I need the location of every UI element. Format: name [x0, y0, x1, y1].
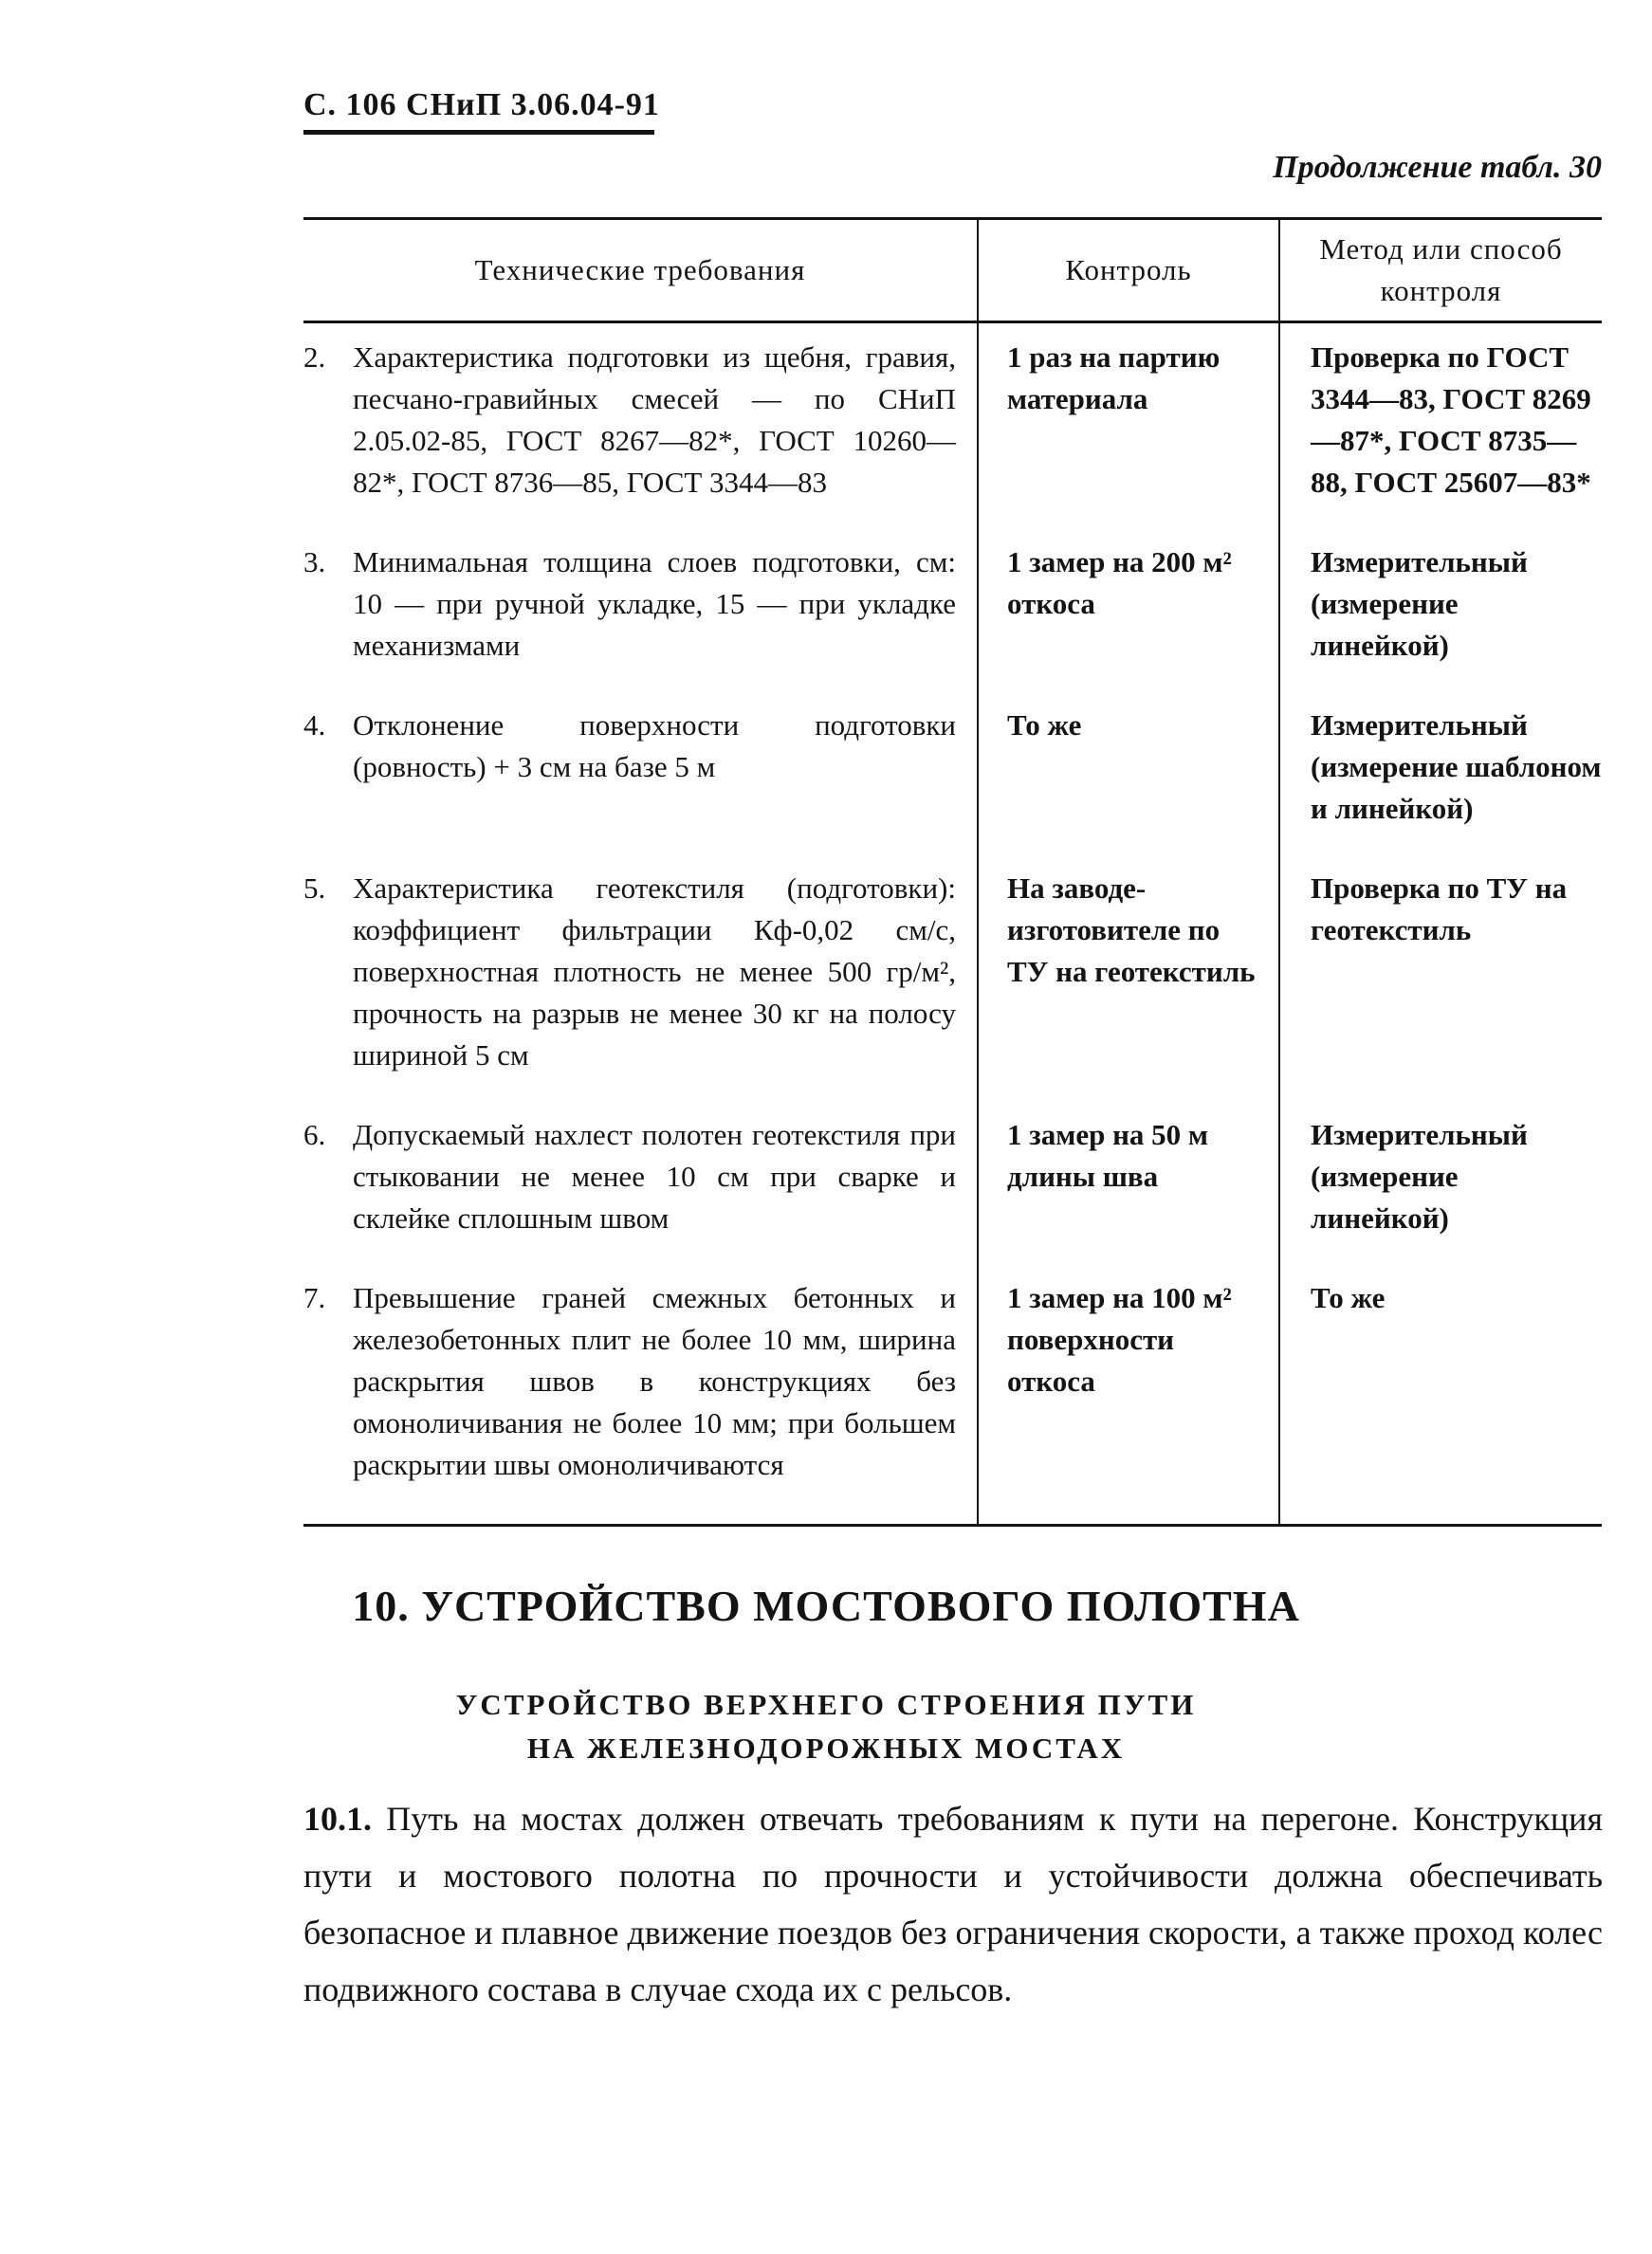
method-cell: То же	[1279, 1264, 1602, 1526]
row-number: 5.	[303, 871, 326, 905]
row-number: 4.	[303, 708, 326, 742]
section-subtitle	[0, 1683, 1652, 1770]
table-continuation-label: Продолжение табл. 30	[1273, 150, 1602, 185]
requirement-text: Отклонение поверхности подготовки (ровность) + 3 см на базе 5 м	[353, 708, 956, 783]
subtitle-line: УСТРОЙСТВО ВЕРХНЕГО СТРОЕНИЯ ПУТИ	[455, 1688, 1197, 1721]
method-cell: Проверка по ТУ на геотекстиль	[1279, 854, 1602, 1101]
row-number: 7.	[303, 1281, 326, 1314]
table-row	[303, 322, 1602, 529]
requirement-cell	[303, 691, 978, 854]
table-row	[303, 1264, 1602, 1526]
requirement-text: Минимальная толщина слоев подготовки, см: 10 — при ручной укладке, 15 — при укладке механизмами	[353, 545, 956, 662]
paragraph-text: Путь на мостах должен отвечать требованиям к пути на перегоне. Конструкция пути и мостового полотна по прочности и устойчивости должна обеспечивать безопасное и плавное движение поездов без ограничения скорости, а также проход колес подвижного состава в случае схода их с рельсов.	[303, 1800, 1604, 2008]
requirement-text: Допускаемый нахлест полотен геотекстиля при стыковании не менее 10 см при сварке и склейке сплошным швом	[353, 1118, 956, 1235]
subtitle-line: НА ЖЕЛЕЗНОДОРОЖНЫХ МОСТАХ	[526, 1732, 1126, 1765]
column-header-requirements: Технические требования	[303, 219, 978, 322]
requirement-cell	[303, 528, 978, 691]
body-paragraph	[303, 1790, 1603, 2018]
control-cell: На заводе-изготовителе по ТУ на геотекстиль	[978, 854, 1279, 1101]
requirements-table	[303, 217, 1602, 1527]
requirement-cell	[303, 1101, 978, 1264]
control-cell: 1 раз на партию материала	[978, 322, 1279, 529]
page-header: С. 106 СНиП 3.06.04-91	[303, 87, 660, 122]
table-row	[303, 1101, 1602, 1264]
table-row	[303, 691, 1602, 854]
table-row	[303, 528, 1602, 691]
requirement-cell	[303, 322, 978, 529]
requirement-cell	[303, 854, 978, 1101]
paragraph-number: 10.1.	[303, 1800, 372, 1838]
column-header-method: Метод или способ контроля	[1279, 219, 1602, 322]
control-cell: 1 замер на 200 м² откоса	[978, 528, 1279, 691]
table-header-row	[303, 219, 1602, 322]
control-cell: 1 замер на 50 м длины шва	[978, 1101, 1279, 1264]
requirement-text: Превышение граней смежных бетонных и железобетонных плит не более 10 мм, ширина раскрытия швов в конструкциях без омоноличивания не более 10 мм; при большем раскрытии швы омоноличиваются	[353, 1281, 956, 1481]
requirement-text: Характеристика подготовки из щебня, гравия, песчано-гравийных смесей — по СНиП 2.05.02-85, ГОСТ 8267—82*, ГОСТ 10260—82*, ГОСТ 8736—85, ГОСТ 3344—83	[353, 340, 956, 499]
row-number: 2.	[303, 340, 326, 374]
row-number: 3.	[303, 545, 326, 578]
column-header-control: Контроль	[978, 219, 1279, 322]
table-row	[303, 854, 1602, 1101]
control-cell: То же	[978, 691, 1279, 854]
method-cell: Измерительный (измерение шаблоном и линейкой)	[1279, 691, 1602, 854]
header-underline	[303, 130, 654, 135]
control-cell: 1 замер на 100 м² поверхности откоса	[978, 1264, 1279, 1526]
row-number: 6.	[303, 1118, 326, 1151]
method-cell: Проверка по ГОСТ 3344—83, ГОСТ 8269—87*, ГОСТ 8735—88, ГОСТ 25607—83*	[1279, 322, 1602, 529]
requirement-text: Характеристика геотекстиля (подготовки): коэффициент фильтрации Кф-0,02 см/с, поверхностная плотность не менее 500 гр/м², прочность на разрыв не менее 30 кг на полосу шириной 5 см	[353, 871, 956, 1072]
method-cell: Измерительный (измерение линейкой)	[1279, 528, 1602, 691]
requirement-cell	[303, 1264, 978, 1526]
section-title: 10. УСТРОЙСТВО МОСТОВОГО ПОЛОТНА	[352, 1582, 1300, 1630]
method-cell: Измерительный (измерение линейкой)	[1279, 1101, 1602, 1264]
